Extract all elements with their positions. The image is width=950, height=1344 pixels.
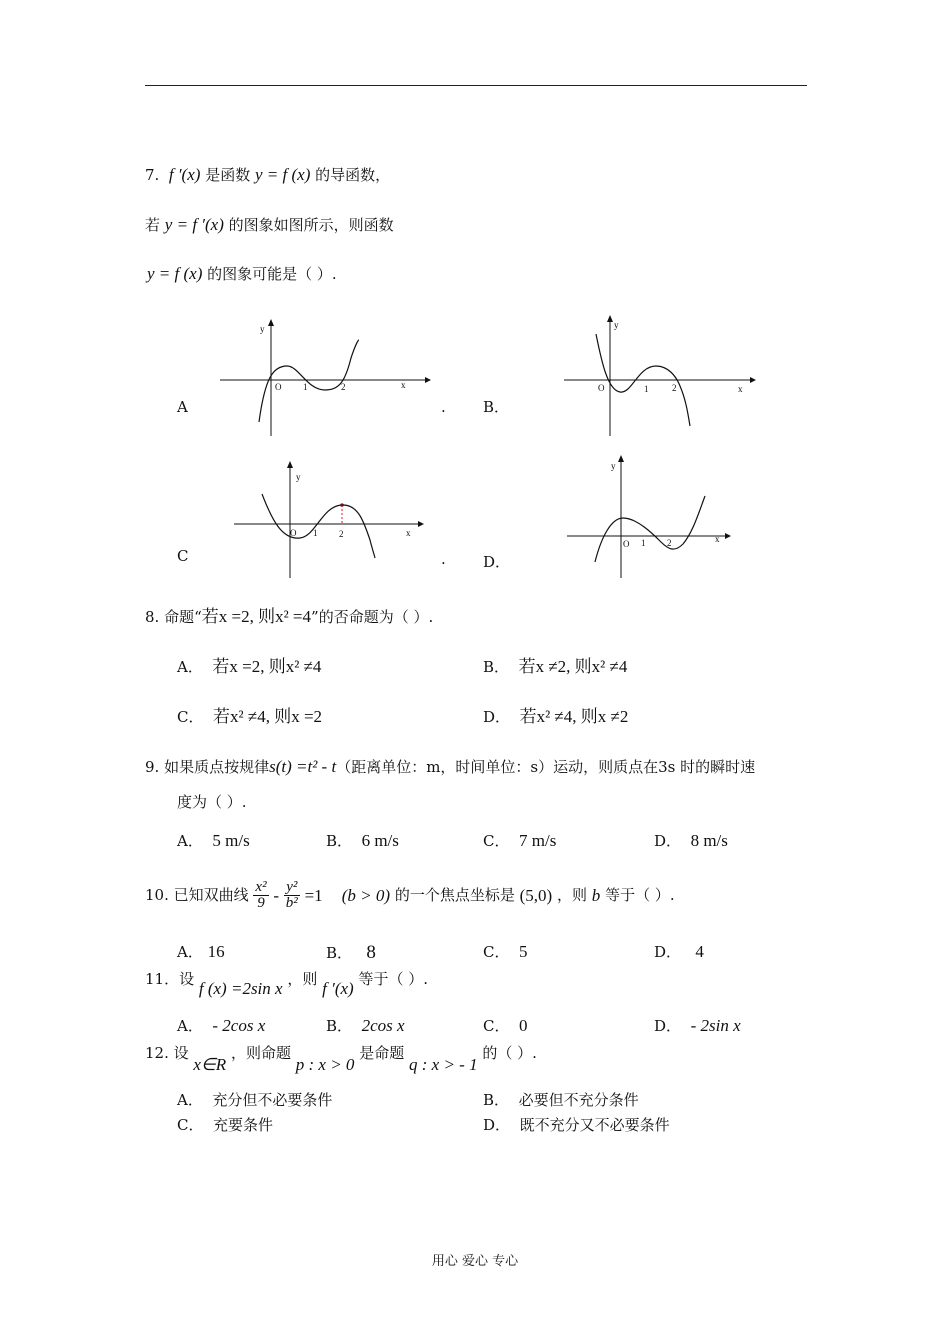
q9-option-b: B． 6 m/s xyxy=(326,831,399,850)
q7-option-c-label: C xyxy=(177,547,189,565)
q8-option-b: B． 若x ≠2, 则x² ≠4 xyxy=(483,657,628,676)
q12-stem: 12. 设 x∈R ，则命题 p : x > 0 是命题 q : x > - 1 的（ ）. xyxy=(145,1044,537,1074)
q12-option-a: A． 充分但不必要条件 xyxy=(177,1091,333,1109)
q9-stem-line1: 9. 如果质点按规律s(t) =t² - t（距离单位：m，时间单位：s）运动，则质点在3s 时的瞬时速 xyxy=(145,757,756,776)
graph-c-tick-1: 1 xyxy=(313,528,318,538)
q7-dot-c: . xyxy=(441,550,446,568)
q10-fraction-x: $\frac{\text{x²}}{9}$ xyxy=(255,879,267,911)
graph-d-x-label: x xyxy=(715,534,720,544)
graph-a-x-label: x xyxy=(401,380,406,390)
q10-option-d: D． 4 xyxy=(654,942,704,961)
q11-option-a: A． - 2cos x xyxy=(177,1016,266,1035)
q9-option-a: A． 5 m/s xyxy=(177,831,250,850)
q7-option-b-label: B． xyxy=(483,398,510,416)
q12-option-b: B． 必要但不充分条件 xyxy=(483,1091,639,1109)
q7-graph-d xyxy=(563,452,738,580)
q8-option-d: D． 若x² ≠4, 则x ≠2 xyxy=(483,707,629,726)
q7-line2: 若 y = f ′(x) 的图象如图所示，则函数 xyxy=(145,215,394,234)
q7-graph-a xyxy=(215,318,435,438)
q7-option-a-label: A xyxy=(177,398,188,416)
q7-line1: 7. f ′(x) 是函数 y = f (x) 的导函数， xyxy=(145,165,391,184)
graph-a-y-label: y xyxy=(260,324,265,334)
q12-option-c: C． 充要条件 xyxy=(177,1116,274,1134)
q8-option-c: C． 若x² ≠4, 则x =2 xyxy=(177,707,323,726)
q9-option-c: C． 7 m/s xyxy=(483,831,557,850)
q9-stem-line2: 度为（ ）. xyxy=(177,793,247,811)
graph-a-tick-1: 1 xyxy=(303,382,308,392)
graph-c-origin-label: O xyxy=(290,528,297,538)
q7-dot-a: . xyxy=(441,398,446,416)
graph-b-origin-label: O xyxy=(598,383,605,393)
q11-option-b: B． 2cos x xyxy=(326,1016,405,1035)
graph-d-y-label: y xyxy=(611,461,616,471)
graph-d-tick-2: 2 xyxy=(667,538,672,548)
q10-option-a: A． 16 xyxy=(177,942,225,961)
graph-b-tick-2: 2 xyxy=(672,383,677,393)
graph-a-origin-label: O xyxy=(275,382,282,392)
q12-option-d: D． 既不充分又不必要条件 xyxy=(483,1116,670,1134)
page-footer: 用心 爱心 专心 xyxy=(431,1254,519,1269)
graph-c-x-label: x xyxy=(406,528,411,538)
q7-line3: y = f (x) 的图象可能是（ ）. xyxy=(147,264,337,283)
q8-option-a: A． 若x =2, 则x² ≠4 xyxy=(177,657,322,676)
q10-stem: 10. 已知双曲线 $\frac{\text{x²}}{9}$ - $\frac{\text{y²}}{\text{b²}}$ =1 (b > 0) 的一个焦点坐标是 (5,0) ，则 b 等于（ ）. xyxy=(145,879,675,911)
q9-option-d: D． 8 m/s xyxy=(654,831,728,850)
q11-stem: 11．设 f (x) =2sin x ，则 f ′(x) 等于（ ）. xyxy=(145,970,429,998)
graph-b-tick-1: 1 xyxy=(644,384,649,394)
graph-a-tick-2: 2 xyxy=(341,382,346,392)
graph-c-y-label: y xyxy=(296,472,301,482)
header-rule xyxy=(145,85,807,86)
graph-d-origin-label: O xyxy=(623,539,630,549)
q11-option-d: D． - 2sin x xyxy=(654,1016,741,1035)
q11-option-c: C． 0 xyxy=(483,1016,528,1035)
graph-d-tick-1: 1 xyxy=(641,538,646,548)
graph-c-tick-2: 2 xyxy=(339,529,344,539)
q7-option-d-label: D． xyxy=(483,553,511,571)
q7-graph-c xyxy=(230,460,430,582)
q7-graph-b xyxy=(560,314,760,439)
graph-b-x-label: x xyxy=(738,384,743,394)
q8-stem: 8. 命题“若x =2, 则x² =4”的否命题为（ ）. xyxy=(145,607,434,626)
graph-b-y-label: y xyxy=(614,320,619,330)
q10-option-b: B． 8 xyxy=(326,942,376,963)
q10-option-c: C． 5 xyxy=(483,942,528,961)
q10-fraction-y: $\frac{\text{y²}}{\text{b²}}$ xyxy=(285,879,298,911)
